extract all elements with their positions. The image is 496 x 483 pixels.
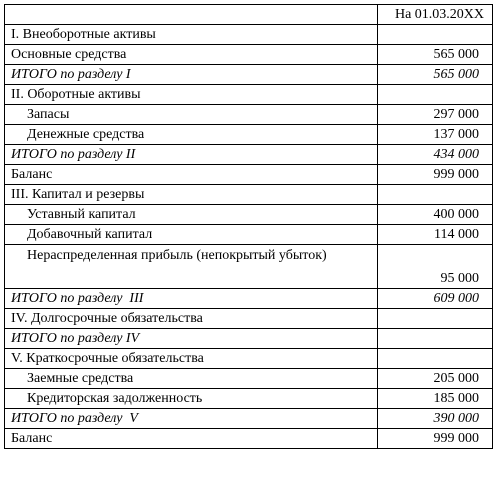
section-heading-row — [5, 349, 493, 369]
row-value: 95 000 — [378, 245, 493, 289]
table-row — [5, 45, 493, 65]
row-value: 999 000 — [378, 429, 493, 449]
row-label: Баланс — [5, 165, 378, 185]
balance-row — [5, 165, 493, 185]
row-value: 565 000 — [378, 45, 493, 65]
row-label: ИТОГО по разделу V — [5, 409, 378, 429]
row-label: Кредиторская задолженность — [5, 389, 378, 409]
row-value: 999 000 — [378, 165, 493, 185]
row-value: 205 000 — [378, 369, 493, 389]
row-label: Заемные средства — [5, 369, 378, 389]
header-date-cell: На 01.03.20XX — [378, 5, 493, 25]
table-row — [5, 225, 493, 245]
row-label: Денежные средства — [5, 125, 378, 145]
row-value: 565 000 — [378, 65, 493, 85]
table-row — [5, 245, 493, 289]
row-label: ИТОГО по разделу I — [5, 65, 378, 85]
section-heading-row — [5, 309, 493, 329]
row-value: 400 000 — [378, 205, 493, 225]
row-label: III. Капитал и резервы — [5, 185, 378, 205]
row-label: II. Оборотные активы — [5, 85, 378, 105]
balance-sheet-table — [4, 4, 493, 449]
row-value — [378, 349, 493, 369]
row-label: Баланс — [5, 429, 378, 449]
section-total-row — [5, 65, 493, 85]
row-label: Добавочный капитал — [5, 225, 378, 245]
row-value — [378, 185, 493, 205]
section-heading-row — [5, 185, 493, 205]
row-value: 434 000 — [378, 145, 493, 165]
section-total-row — [5, 329, 493, 349]
balance-row — [5, 429, 493, 449]
table-row — [5, 125, 493, 145]
row-label: Основные средства — [5, 45, 378, 65]
row-value — [378, 329, 493, 349]
row-label: Запасы — [5, 105, 378, 125]
section-total-row — [5, 289, 493, 309]
row-label: ИТОГО по разделу II — [5, 145, 378, 165]
row-value: 185 000 — [378, 389, 493, 409]
header-label-cell — [5, 5, 378, 25]
section-heading-row — [5, 25, 493, 45]
section-total-row — [5, 145, 493, 165]
table-row — [5, 369, 493, 389]
row-label: Нераспределенная прибыль (непокрытый убыток) — [5, 245, 378, 289]
table-row — [5, 105, 493, 125]
row-value — [378, 85, 493, 105]
row-label: I. Внеоборотные активы — [5, 25, 378, 45]
row-label: IV. Долгосрочные обязательства — [5, 309, 378, 329]
row-label: Уставный капитал — [5, 205, 378, 225]
section-total-row — [5, 409, 493, 429]
row-label: ИТОГО по разделу IV — [5, 329, 378, 349]
row-value: 390 000 — [378, 409, 493, 429]
row-value: 609 000 — [378, 289, 493, 309]
row-value — [378, 25, 493, 45]
row-value — [378, 309, 493, 329]
table-row — [5, 389, 493, 409]
row-value: 137 000 — [378, 125, 493, 145]
row-label: V. Краткосрочные обязательства — [5, 349, 378, 369]
table-row — [5, 205, 493, 225]
row-value: 297 000 — [378, 105, 493, 125]
row-value: 114 000 — [378, 225, 493, 245]
table-header-row — [5, 5, 493, 25]
section-heading-row — [5, 85, 493, 105]
row-label: ИТОГО по разделу III — [5, 289, 378, 309]
